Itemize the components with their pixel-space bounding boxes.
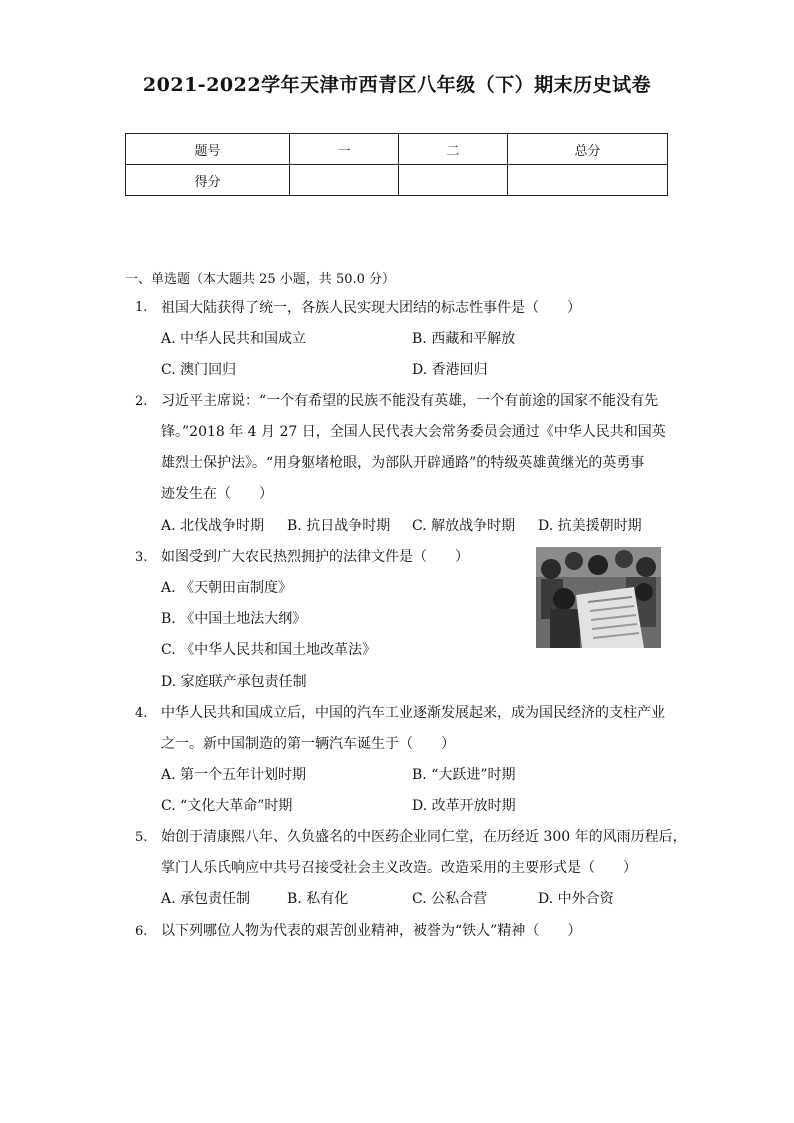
question-text: 锋。”2018 年 4 月 27 日，全国人民代表大会常务委员会通过《中华人民共和国英 [161, 424, 666, 440]
question-text: 如图受到广大农民热烈拥护的法律文件是（ ） [161, 549, 469, 565]
option[interactable]: A. 中华人民共和国成立 [161, 331, 307, 347]
question-text: 之一。新中国制造的第一辆汽车诞生于（ ） [161, 736, 455, 752]
score-header-cell: 二 [399, 134, 508, 165]
question-number: 1. [135, 300, 148, 315]
score-cell[interactable] [290, 165, 399, 196]
option[interactable]: B. 西藏和平解放 [412, 331, 516, 347]
question-text: 祖国大陆获得了统一，各族人民实现大团结的标志性事件是（ ） [161, 300, 581, 316]
question-text: 掌门人乐氏响应中共号召接受社会主义改造。改造采用的主要形式是（ ） [161, 860, 637, 876]
option[interactable]: C. 《中华人民共和国土地改革法》 [161, 642, 377, 658]
option[interactable]: B. “大跃进”时期 [412, 767, 516, 783]
option[interactable]: D. 改革开放时期 [412, 798, 516, 814]
exam-title: 2021-2022学年天津市西青区八年级（下）期末历史试卷 [142, 74, 652, 96]
score-header-cell: 题号 [126, 134, 290, 165]
score-header-cell: 总分 [508, 134, 668, 165]
question-number: 2. [135, 394, 148, 409]
option[interactable]: C. 公私合营 [412, 891, 488, 907]
farmers-photo-illustration [536, 547, 661, 648]
option[interactable]: A. 第一个五年计划时期 [161, 767, 307, 783]
option[interactable]: C. 澳门回归 [161, 362, 237, 378]
option[interactable]: A. 《天朝田亩制度》 [161, 580, 293, 596]
section-heading: 一、单选题（本大题共 25 小题，共 50.0 分） [125, 272, 396, 287]
option[interactable]: D. 家庭联产承包责任制 [161, 674, 307, 690]
question-number: 4. [135, 706, 148, 721]
option[interactable]: D. 香港回归 [412, 362, 488, 378]
option[interactable]: B. 抗日战争时期 [287, 518, 391, 534]
option[interactable]: C. “文化大革命”时期 [161, 798, 293, 814]
score-header-cell: 一 [290, 134, 399, 165]
question-text: 始创于清康熙八年、久负盛名的中医药企业同仁堂，在历经近 300 年的风雨历程后， [161, 829, 687, 845]
option[interactable]: B. 《中国土地法大纲》 [161, 611, 307, 627]
question-number: 3. [135, 550, 148, 565]
question-number: 6. [135, 924, 148, 939]
question-text: 中华人民共和国成立后，中国的汽车工业逐渐发展起来，成为国民经济的支柱产业 [161, 705, 665, 721]
score-cell[interactable] [508, 165, 668, 196]
option[interactable]: B. 私有化 [287, 891, 349, 907]
question-text: 迹发生在（ ） [161, 486, 273, 502]
question-text: 习近平主席说：“一个有希望的民族不能没有英雄，一个有前途的国家不能没有先 [161, 393, 659, 409]
score-row-label: 得分 [126, 165, 290, 196]
option[interactable]: D. 抗美援朝时期 [538, 518, 642, 534]
historical-photo [536, 547, 661, 648]
option[interactable]: A. 承包责任制 [161, 891, 251, 907]
option[interactable]: C. 解放战争时期 [412, 518, 516, 534]
question-number: 5. [135, 830, 148, 845]
question-text: 雄烈士保护法》。“用身躯堵枪眼，为部队开辟通路”的特级英雄黄继光的英勇事 [161, 455, 645, 471]
question-text: 以下列哪位人物为代表的艰苦创业精神，被誉为“铁人”精神（ ） [161, 923, 582, 939]
option[interactable]: A. 北伐战争时期 [161, 518, 265, 534]
score-cell[interactable] [399, 165, 508, 196]
score-table [125, 133, 668, 196]
option[interactable]: D. 中外合资 [538, 891, 614, 907]
